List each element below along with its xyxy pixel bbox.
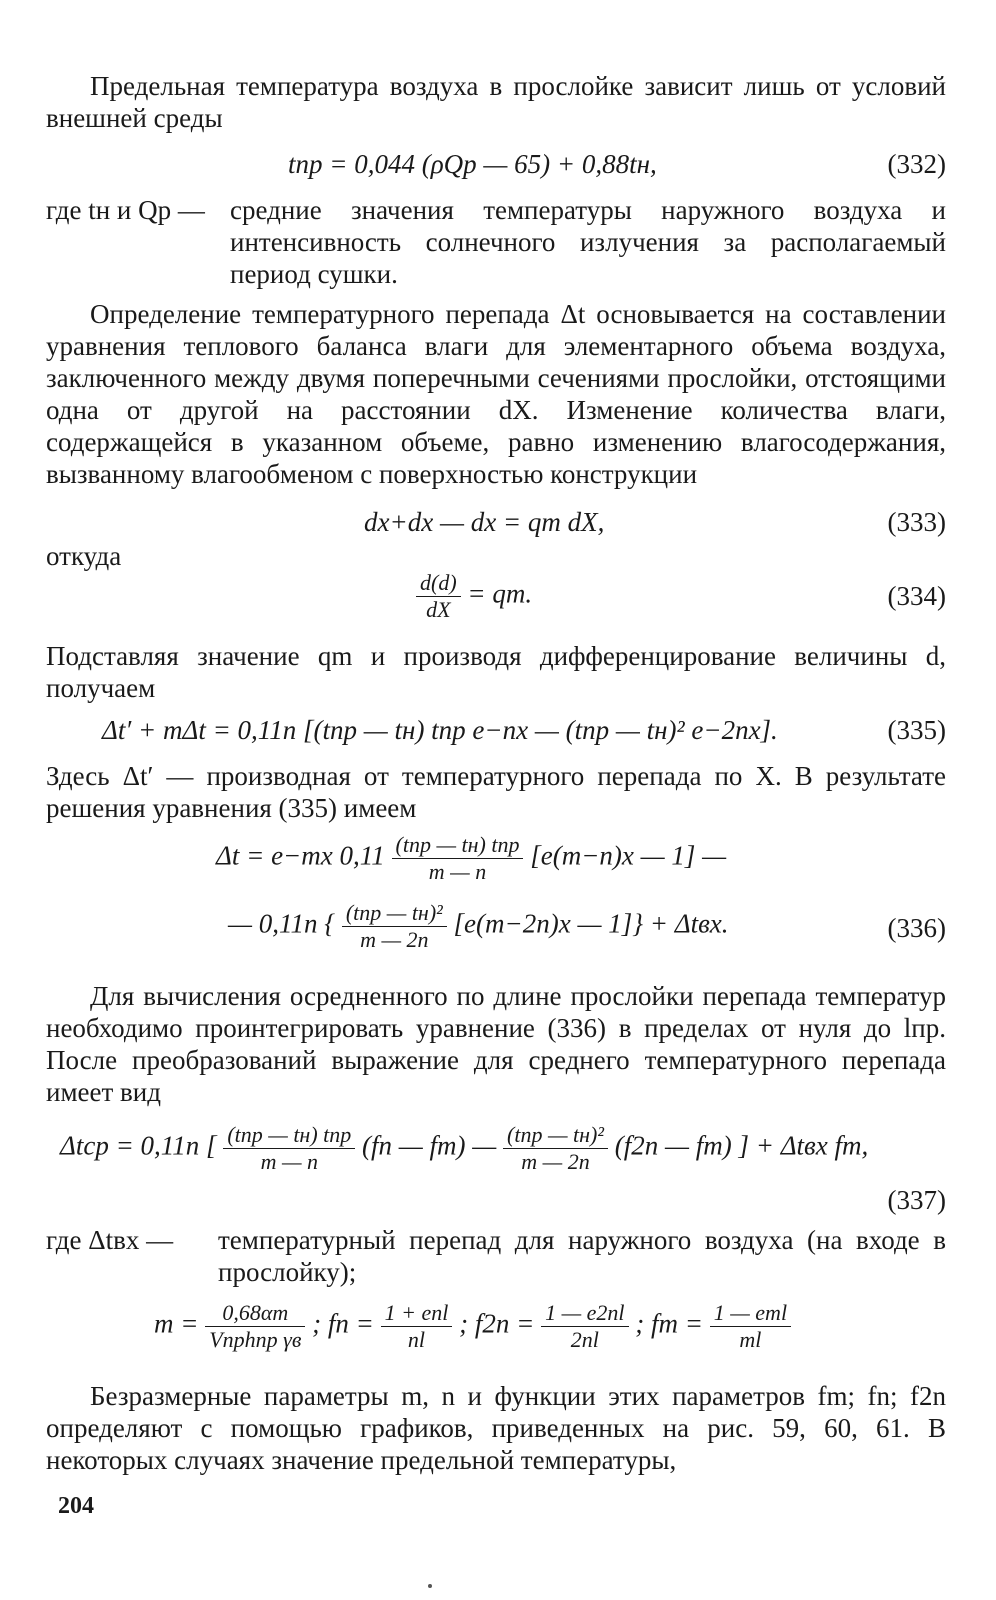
equation-333-body: dx+dx — dx = qm dX, <box>364 507 605 537</box>
where-block-2 <box>46 1224 946 1288</box>
fraction-denominator: ml <box>739 1327 762 1352</box>
paragraph-1: Предельная температура воздуха в прослойке зависит лишь от условий внешней среды <box>46 71 946 133</box>
equation-333-number: (333) <box>887 507 946 537</box>
equation-336b-lhs: — 0,11n { <box>228 908 336 939</box>
def-fm-lhs: ; fm = <box>635 1308 703 1339</box>
equation-334-number: (334) <box>887 581 946 611</box>
equation-336-line-1 <box>46 832 946 894</box>
equation-336-line-2 <box>46 900 946 962</box>
fraction-denominator: m — 2n <box>360 927 429 952</box>
equation-332-body: tпр = 0,044 (ρQp — 65) + 0,88tн, <box>288 149 657 179</box>
equation-334-rhs: = qm. <box>467 578 533 609</box>
equation-337-fraction-2 <box>503 1122 608 1175</box>
equation-336a-body <box>216 832 726 885</box>
fraction-numerator: (tпр — tн) tпр <box>223 1122 355 1149</box>
equation-335 <box>46 714 946 754</box>
fraction-denominator: m — n <box>428 859 487 884</box>
equation-335-body: Δt′ + mΔt = 0,11n [(tпр — tн) tпр e−nx — (tпр — tн)² e−2nx]. <box>102 715 778 745</box>
fraction-denominator: m — n <box>260 1149 319 1174</box>
equation-334 <box>46 568 946 630</box>
where-2-body: температурный перепад для наружного воздуха (на входе в прослойку); <box>218 1225 946 1287</box>
equation-337-number: (337) <box>887 1185 946 1215</box>
equation-337-fraction-1 <box>223 1122 355 1175</box>
fraction-denominator: 2nl <box>570 1327 599 1352</box>
equation-334-fraction <box>416 570 461 623</box>
def-fm-fraction <box>710 1300 791 1353</box>
equation-334-body <box>416 570 532 623</box>
paragraph-5: Для вычисления осредненного по длине прослойки перепада температур необходимо проинтегрировать уравнение (336) в пределах от нуля до lпр. После преобразований выражение для среднего температурного перепада имеет вид <box>46 981 946 1107</box>
paragraph-2: Определение температурного перепада Δt основывается на составлении уравнения теплового баланса влаги для элементарного объема воздуха, заключенного между двумя поперечными сечениями прослойки, отстоящими одна от другой на расстоянии dX. Изменение количества влаги, содержащейся в указанном объеме, равно изменению влагосодержания, вызванному влагообменом с поверхностью конструкции <box>46 299 946 489</box>
where-2-lead: где Δtвх — <box>46 1225 174 1255</box>
fraction-numerator: (tпр — tн) tпр <box>392 832 524 859</box>
paragraph-4: Здесь Δt′ — производная от температурного перепада по X. В результате решения уравнения (335) имеем <box>46 761 946 823</box>
def-m-lhs: m = <box>154 1308 199 1339</box>
speck-mark <box>428 1584 432 1588</box>
fraction-numerator: d(d) <box>416 570 461 597</box>
equation-335-number: (335) <box>887 715 946 745</box>
equation-337 <box>46 1122 946 1184</box>
page-number: 204 <box>58 1493 94 1519</box>
paragraph-3: Подставляя значение qm и производя дифференцирование величины d, получаем <box>46 641 946 703</box>
def-f2n-fraction <box>541 1300 628 1353</box>
def-fn-lhs: ; fn = <box>312 1308 374 1339</box>
where-1-lead: где tн и Qp — <box>46 195 205 225</box>
equation-332 <box>46 148 946 188</box>
def-fn-fraction <box>381 1300 453 1353</box>
fraction-numerator: 1 + enl <box>381 1300 453 1327</box>
equation-336a-lhs: Δt = e−mx 0,11 <box>216 840 385 871</box>
equation-336a-fraction <box>392 832 524 885</box>
fraction-numerator: (tпр — tн)² <box>342 900 447 927</box>
paragraph-6: Безразмерные параметры m, n и функции этих параметров fm; fn; f2n определяют с помощью графиков, приведенных на рис. 59, 60, 61. В некоторых случаях значение предельной температуры, <box>46 1381 946 1475</box>
equation-336b-rhs: [e(m−2n)x — 1]} + Δtвх. <box>453 908 729 939</box>
equation-332-number: (332) <box>887 149 946 179</box>
equation-336b-body <box>228 900 729 953</box>
where-1-body: средние значения температуры наружного воздуха и интенсивность солнечного излучения за располагаемый период сушки. <box>230 195 946 289</box>
fraction-denominator: m — 2n <box>521 1149 590 1174</box>
equation-336-number: (336) <box>887 913 946 943</box>
def-f2n-lhs: ; f2n = <box>459 1308 535 1339</box>
fraction-denominator: dX <box>426 597 451 622</box>
equation-333 <box>46 506 946 546</box>
equation-337-body <box>60 1122 868 1175</box>
def-m-fraction <box>205 1300 305 1353</box>
equation-336a-rhs: [e(m−n)x — 1] — <box>530 840 727 871</box>
definitions-line <box>46 1300 946 1366</box>
otkuda-label: откуда <box>46 541 122 571</box>
fraction-denominator: Vпрhпр γв <box>209 1327 302 1352</box>
page-content <box>46 70 946 1476</box>
definitions-body <box>154 1300 791 1353</box>
fraction-numerator: (tпр — tн)² <box>503 1122 608 1149</box>
fraction-numerator: 0,68αm <box>205 1300 305 1327</box>
fraction-numerator: 1 — eml <box>710 1300 791 1327</box>
equation-337-lhs: Δtср = 0,11n [ <box>60 1130 217 1161</box>
fraction-denominator: nl <box>407 1327 426 1352</box>
where-block-1 <box>46 194 946 290</box>
equation-337-rhs: (f2n — fm) ] + Δtвх fm, <box>614 1130 869 1161</box>
equation-337-mid: (fn — fm) — <box>362 1130 497 1161</box>
fraction-numerator: 1 — e2nl <box>541 1300 628 1327</box>
equation-336b-fraction <box>342 900 447 953</box>
